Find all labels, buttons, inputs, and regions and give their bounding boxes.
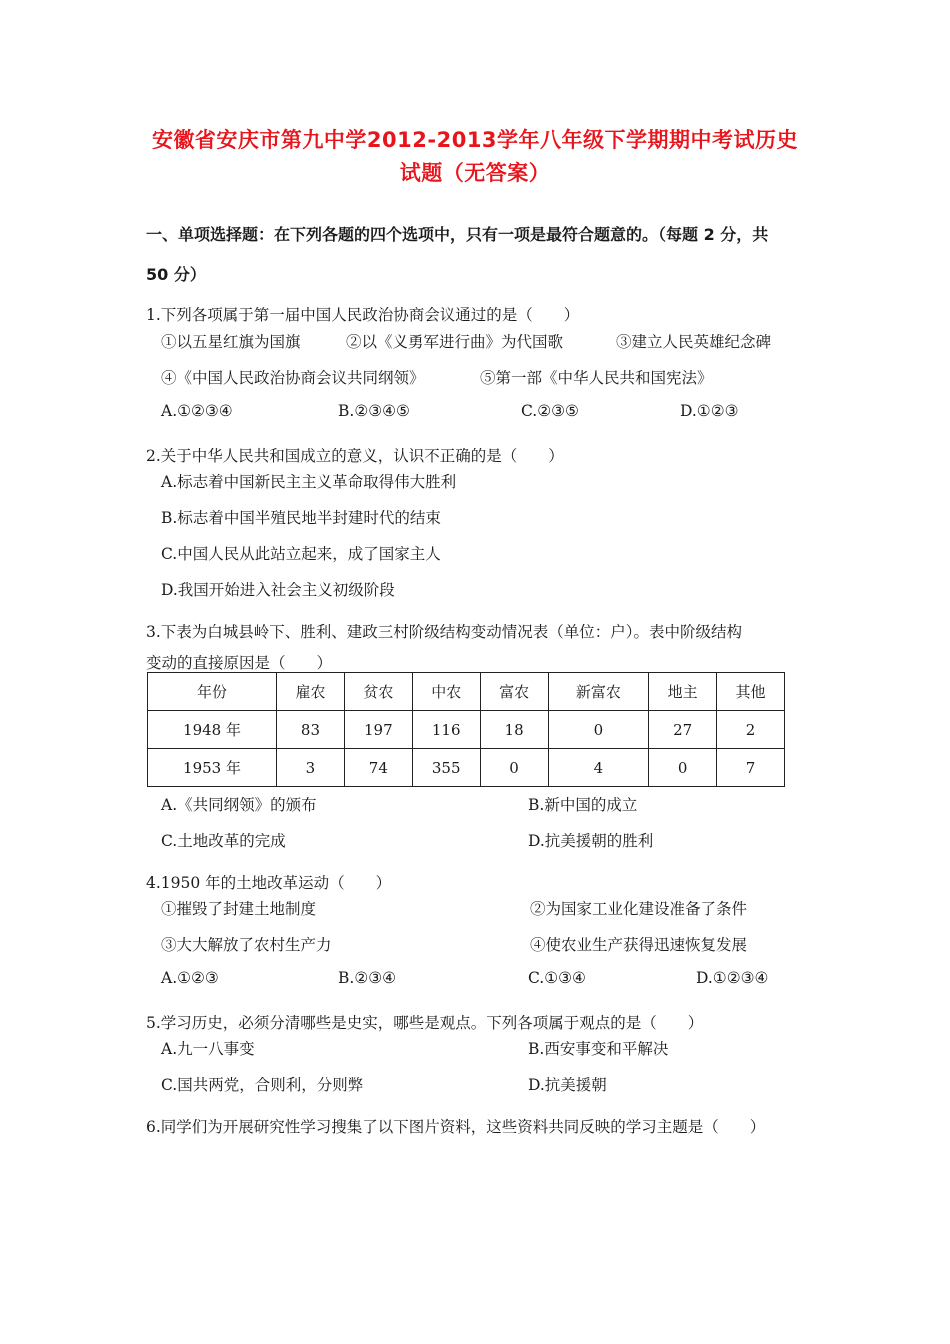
q5-option-b: B.西安事变和平解决: [528, 1040, 669, 1058]
table-cell: 0: [548, 711, 649, 749]
table-cell: 0: [649, 749, 717, 787]
table-header-cell: 其他: [717, 673, 785, 711]
table-header-cell: 年份: [148, 673, 277, 711]
q1-option-b: B.②③④⑤: [338, 402, 410, 420]
q4-option-c: C.①③④: [528, 969, 586, 987]
q4-item: ④使农业生产获得迅速恢复发展: [530, 936, 748, 954]
table-header-cell: 新富农: [548, 673, 649, 711]
q1-option-d: D.①②③: [680, 402, 739, 420]
q2-option-d: D.我国开始进入社会主义初级阶段: [161, 581, 395, 599]
table-header-cell: 贫农: [344, 673, 412, 711]
table-header-cell: 富农: [480, 673, 548, 711]
q3-option-a: A.《共同纲领》的颁布: [161, 796, 317, 814]
q2-option-b: B.标志着中国半殖民地半封建时代的结束: [161, 509, 441, 527]
q1-stem: 1.下列各项属于第一届中国人民政治协商会议通过的是（ ）: [146, 306, 580, 324]
q2-option-c: C.中国人民从此站立起来，成了国家主人: [161, 545, 441, 563]
table-header-row: [148, 673, 785, 711]
table-cell: 0: [480, 749, 548, 787]
q4-item: ②为国家工业化建设准备了条件: [530, 900, 748, 918]
q2-option-a: A.标志着中国新民主主义革命取得伟大胜利: [161, 473, 457, 491]
table-cell: 2: [717, 711, 785, 749]
q4-item: ①摧毁了封建土地制度: [161, 900, 317, 918]
q4-option-b: B.②③④: [338, 969, 397, 987]
exam-title-line1: 安徽省安庆市第九中学2012-2013学年八年级下学期期中考试历史: [151, 128, 799, 152]
table-cell: 83: [277, 711, 345, 749]
q5-stem: 5.学习历史，必须分清哪些是史实，哪些是观点。下列各项属于观点的是（ ）: [146, 1014, 704, 1032]
table-cell: 74: [344, 749, 412, 787]
table-row: [148, 711, 785, 749]
table-header-cell: 地主: [649, 673, 717, 711]
table-cell: 27: [649, 711, 717, 749]
q1-option-a: A.①②③④: [161, 402, 233, 420]
table-cell: 3: [277, 749, 345, 787]
q2-stem: 2.关于中华人民共和国成立的意义，认识不正确的是（ ）: [146, 447, 564, 465]
table-cell: 18: [480, 711, 548, 749]
q1-item: ①以五星红旗为国旗: [161, 333, 301, 351]
exam-title-line2: 试题（无答案）: [399, 161, 551, 185]
table-cell: 4: [548, 749, 649, 787]
table-row: [148, 749, 785, 787]
q5-option-c: C.国共两党，合则利，分则弊: [161, 1076, 364, 1094]
q3-option-c: C.土地改革的完成: [161, 832, 286, 850]
table-cell: 1948 年: [148, 711, 277, 749]
table-header-cell: 雇农: [277, 673, 345, 711]
table-cell: 197: [344, 711, 412, 749]
section-heading-cont: 50 分）: [146, 265, 206, 284]
q6-stem: 6.同学们为开展研究性学习搜集了以下图片资料，这些资料共同反映的学习主题是（ ）: [146, 1118, 766, 1136]
q1-item: ⑤第一部《中华人民共和国宪法》: [480, 369, 713, 387]
q4-option-a: A.①②③: [161, 969, 219, 987]
q1-option-c: C.②③⑤: [521, 402, 579, 420]
table-cell: 355: [412, 749, 480, 787]
q4-stem: 4.1950 年的土地改革运动（ ）: [146, 874, 392, 892]
q3-option-b: B.新中国的成立: [528, 796, 638, 814]
table-cell: 1953 年: [148, 749, 277, 787]
table-cell: 116: [412, 711, 480, 749]
q3-stem: 3.下表为白城县岭下、胜利、建政三村阶级结构变动情况表（单位：户）。表中阶级结构: [146, 623, 743, 641]
class-structure-table: [147, 672, 785, 787]
q5-option-d: D.抗美援朝: [528, 1076, 607, 1094]
q4-item: ③大大解放了农村生产力: [161, 936, 332, 954]
q4-option-d: D.①②③④: [696, 969, 769, 987]
q3-stem-cont: 变动的直接原因是（ ）: [146, 654, 333, 672]
q3-option-d: D.抗美援朝的胜利: [528, 832, 654, 850]
q1-item: ③建立人民英雄纪念碑: [616, 333, 772, 351]
q5-option-a: A.九一八事变: [161, 1040, 255, 1058]
q1-item: ②以《义勇军进行曲》为代国歌: [346, 333, 564, 351]
section-heading: 一、单项选择题：在下列各题的四个选项中，只有一项是最符合题意的。（每题 2 分，共: [146, 225, 769, 244]
table-header-cell: 中农: [412, 673, 480, 711]
q1-item: ④《中国人民政治协商会议共同纲领》: [161, 369, 425, 387]
table-cell: 7: [717, 749, 785, 787]
